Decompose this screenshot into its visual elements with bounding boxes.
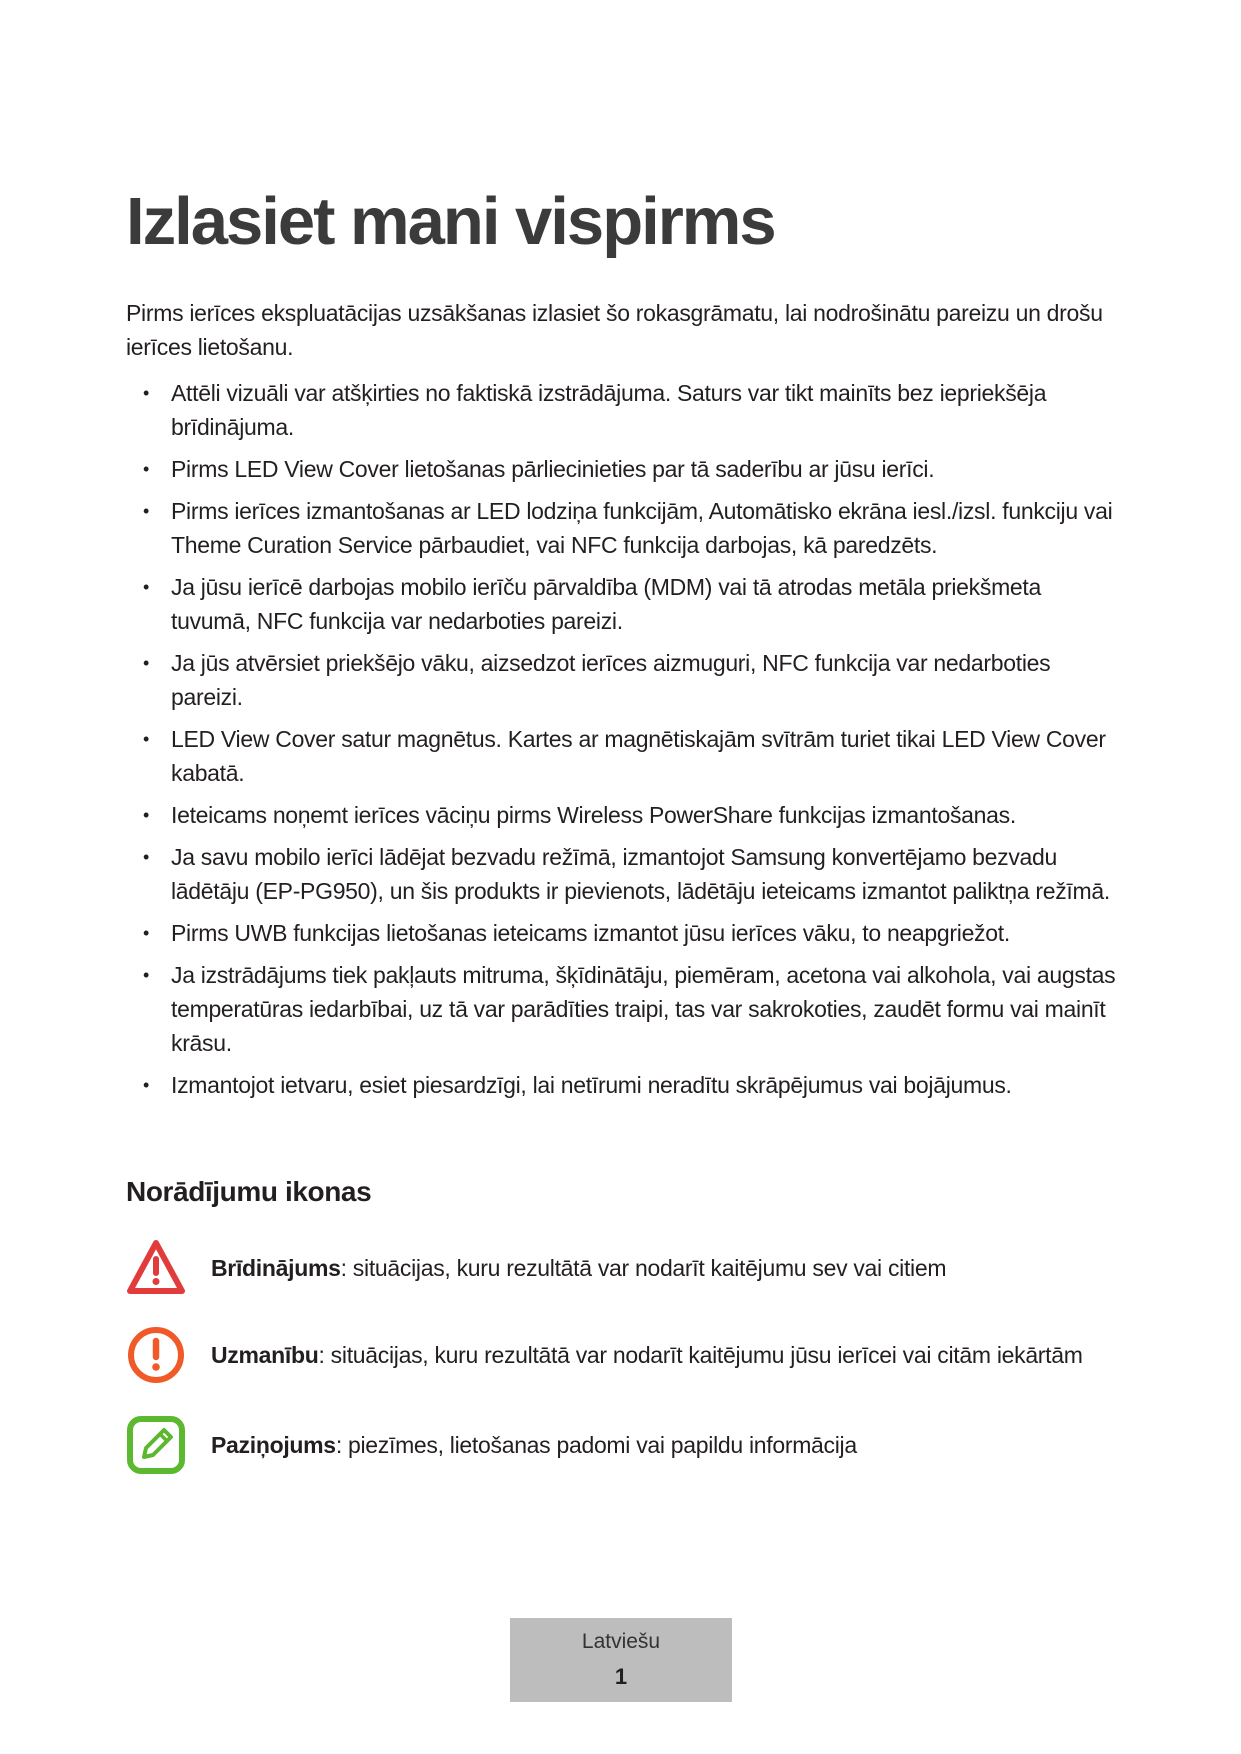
bullet-list [126, 376, 1116, 1110]
icon-legend-description: : piezīmes, lietošanas padomi vai papildu informācija [335, 1431, 857, 1458]
list-item [126, 722, 1116, 790]
list-item-text: Ja jūsu ierīcē darbojas mobilo ierīču pārvaldība (MDM) vai tā atrodas metāla priekšmeta tuvumā, NFC funkcija var nedarboties pareizi. [171, 574, 1042, 634]
list-item [126, 840, 1116, 908]
list-item-text: LED View Cover satur magnētus. Kartes ar magnētiskajām svītrām turiet tikai LED View Cover kabatā. [171, 726, 1106, 786]
icon-legend-label: Paziņojums [211, 1431, 336, 1458]
bullet-marker: • [143, 923, 150, 943]
icon-legend-caution [126, 1323, 1126, 1387]
icon-legend-text [211, 1432, 857, 1459]
list-item-text: Attēli vizuāli var atšķirties no faktiskā izstrādājuma. Saturs var tikt mainīts bez iepriekšēja brīdinājuma. [171, 380, 1047, 440]
list-item [126, 376, 1116, 444]
bullet-marker: • [143, 501, 150, 521]
list-item [126, 916, 1116, 950]
page-title: Izlasiet mani vispirms [126, 184, 775, 259]
icon-legend-text [211, 1342, 1083, 1369]
intro-paragraph: Pirms ierīces ekspluatācijas uzsākšanas izlasiet šo rokasgrāmatu, lai nodrošinātu pareizu un drošu ierīces lietošanu. [126, 300, 1103, 360]
list-item [126, 646, 1116, 714]
list-item [126, 798, 1116, 832]
list-item-text: Ja izstrādājums tiek pakļauts mitruma, šķīdinātāju, piemēram, acetona vai alkohola, vai augstas temperatūras iedarbībai, uz tā var parādīties traipi, tas var sakrokoties, zaudēt formu vai mainīt krāsu. [171, 962, 1116, 1056]
list-item-text: Ieteicams noņemt ierīces vāciņu pirms Wireless PowerShare funkcijas izmantošanas. [171, 802, 1016, 828]
icon-legend-text [211, 1255, 946, 1282]
document-page [126, 0, 1116, 1754]
page-number: 1 [614, 1664, 628, 1689]
list-item-text: Ja jūs atvērsiet priekšējo vāku, aizsedzot ierīces aizmuguri, NFC funkcija var nedarboties pareizi. [171, 650, 1051, 710]
bullet-marker: • [143, 847, 150, 867]
list-item [126, 958, 1116, 1060]
icon-legend-label: Brīdinājums [211, 1254, 341, 1281]
list-item [126, 452, 1116, 486]
bullet-marker: • [143, 729, 150, 749]
list-item-text: Pirms ierīces izmantošanas ar LED lodziņa funkcijām, Automātisko ekrāna iesl./izsl. funkciju vai Theme Curation Service pārbaudiet, vai NFC funkcija darbojas, kā paredzēts. [171, 498, 1113, 558]
bullet-marker: • [143, 577, 150, 597]
icon-legend-warning [126, 1236, 1126, 1300]
page-footer [510, 1618, 732, 1702]
bullet-marker: • [143, 805, 150, 825]
list-item-text: Pirms LED View Cover lietošanas pārliecinieties par tā saderību ar jūsu ierīci. [171, 456, 935, 482]
note-pencil-icon [126, 1415, 186, 1475]
icon-legend-note [126, 1413, 1126, 1477]
icon-legend-description: : situācijas, kuru rezultātā var nodarīt kaitējumu jūsu ierīcei vai citām iekārtām [318, 1341, 1083, 1368]
bullet-marker: • [143, 965, 150, 985]
warning-triangle-icon [126, 1238, 186, 1298]
list-item [126, 1068, 1116, 1102]
bullet-marker: • [143, 383, 150, 403]
section-title-icons: Norādījumu ikonas [126, 1176, 372, 1207]
icon-legend-label: Uzmanību [211, 1341, 319, 1368]
icon-legend-description: : situācijas, kuru rezultātā var nodarīt kaitējumu sev vai citiem [340, 1254, 947, 1281]
list-item-text: Izmantojot ietvaru, esiet piesardzīgi, lai netīrumi neradītu skrāpējumus vai bojājumus. [171, 1072, 1012, 1098]
list-item-text: Pirms UWB funkcijas lietošanas ieteicams izmantot jūsu ierīces vāku, to neapgriežot. [171, 920, 1010, 946]
bullet-marker: • [143, 1075, 150, 1095]
list-item [126, 570, 1116, 638]
list-item [126, 494, 1116, 562]
footer-language: Latviešu [581, 1630, 661, 1653]
list-item-text: Ja savu mobilo ierīci lādējat bezvadu režīmā, izmantojot Samsung konvertējamo bezvadu lādētāju (EP-PG950), un šis produkts ir pievienots, lādētāju ieteicams izmantot paliktņa režīmā. [171, 844, 1110, 904]
bullet-marker: • [143, 459, 150, 479]
caution-circle-icon [126, 1325, 186, 1385]
bullet-marker: • [143, 653, 150, 673]
